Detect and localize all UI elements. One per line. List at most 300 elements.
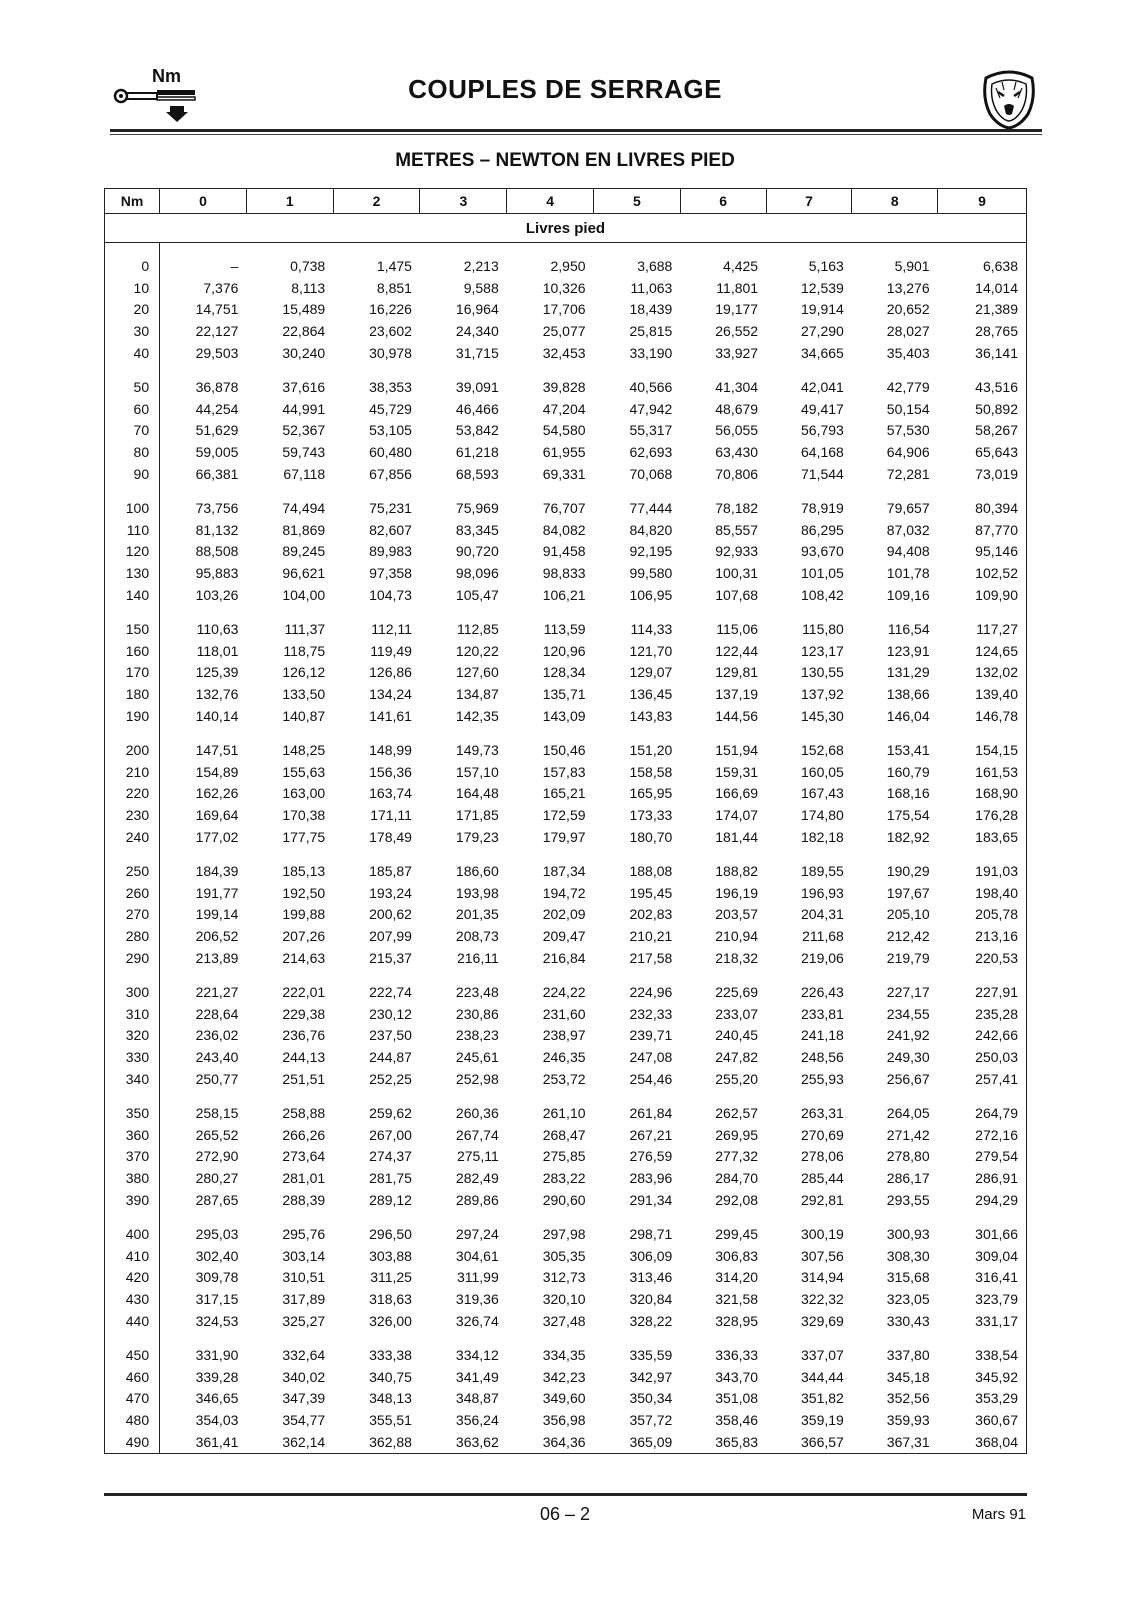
lbft-value-cell: 141,61 bbox=[369, 708, 412, 725]
lbft-value-cell: 12,539 bbox=[801, 279, 844, 296]
lbft-value-cell: 234,55 bbox=[886, 1005, 930, 1022]
lbft-value-cell: 36,878 bbox=[195, 378, 239, 395]
lbft-value-cell: 342,97 bbox=[629, 1368, 673, 1385]
lbft-value-cell: 338,54 bbox=[938, 1344, 1027, 1366]
lbft-value-cell: 199,88 bbox=[282, 906, 326, 923]
lbft-value-cell: 81,132 bbox=[195, 521, 239, 538]
lbft-value-cell: 20,652 bbox=[886, 301, 930, 318]
lbft-value-cell: 210,94 bbox=[715, 928, 759, 945]
table-row bbox=[105, 376, 1027, 398]
lbft-value-cell: 346,65 bbox=[195, 1390, 239, 1407]
nm-value-cell: 290 bbox=[105, 947, 160, 969]
lbft-value-cell: 9,588 bbox=[463, 279, 499, 296]
lbft-value-cell: 172,59 bbox=[542, 807, 586, 824]
group-spacer bbox=[105, 606, 1027, 618]
spacer-cell bbox=[105, 969, 160, 981]
lbft-value-cell: 348,13 bbox=[369, 1390, 412, 1407]
lbft-value-cell: 341,49 bbox=[455, 1368, 499, 1385]
lbft-value-cell: 106,21 bbox=[542, 587, 586, 604]
lbft-value-cell: 362,88 bbox=[333, 1431, 420, 1453]
nm-value-cell: 60 bbox=[105, 398, 160, 420]
lbft-value-cell: 71,544 bbox=[801, 466, 844, 483]
lbft-value-cell: 214,63 bbox=[282, 950, 326, 966]
lbft-value-cell: 171,11 bbox=[370, 807, 412, 824]
lbft-value-cell: 182,18 bbox=[801, 829, 844, 846]
table-row bbox=[105, 562, 1027, 584]
lbft-value-cell: 64,168 bbox=[801, 444, 844, 461]
lbft-value-cell: 239,71 bbox=[629, 1027, 673, 1044]
table-row bbox=[105, 925, 1027, 947]
spacer-cell bbox=[160, 1090, 1027, 1102]
lbft-value-cell: 224,96 bbox=[629, 983, 673, 1000]
table-row bbox=[105, 1124, 1027, 1146]
nm-value-cell: 160 bbox=[105, 640, 160, 662]
lbft-value-cell: 212,42 bbox=[886, 928, 930, 945]
lbft-value-cell: 153,41 bbox=[886, 741, 930, 758]
lbft-value-cell: 53,842 bbox=[455, 422, 499, 439]
column-header: 1 bbox=[246, 189, 333, 214]
lbft-value-cell: 42,779 bbox=[886, 378, 930, 395]
lbft-value-cell: 243,40 bbox=[195, 1049, 239, 1066]
lbft-value-cell: 269,95 bbox=[715, 1126, 759, 1143]
lbft-value-cell: 107,68 bbox=[715, 587, 759, 604]
nm-value-cell: 80 bbox=[105, 441, 160, 463]
column-header: 2 bbox=[333, 189, 420, 214]
lbft-value-cell: 223,48 bbox=[455, 983, 499, 1000]
lbft-value-cell: 268,47 bbox=[542, 1126, 586, 1143]
lbft-value-cell: 154,89 bbox=[195, 763, 239, 780]
table-row bbox=[105, 1288, 1027, 1310]
table-row bbox=[105, 1189, 1027, 1211]
lbft-value-cell: 296,50 bbox=[369, 1225, 412, 1242]
lbft-value-cell: 111,37 bbox=[284, 620, 326, 637]
lbft-value-cell: 147,51 bbox=[195, 741, 239, 758]
nm-value-cell: 380 bbox=[105, 1167, 160, 1189]
lbft-value-cell: 205,10 bbox=[886, 906, 930, 923]
lbft-value-cell: 198,40 bbox=[938, 882, 1027, 904]
lbft-value-cell: 301,66 bbox=[938, 1223, 1027, 1245]
table-row bbox=[105, 1409, 1027, 1431]
lbft-value-cell: – bbox=[230, 257, 239, 274]
spacer-cell bbox=[160, 485, 1027, 497]
nm-value-cell: 180 bbox=[105, 683, 160, 705]
lbft-value-cell: 236,76 bbox=[282, 1027, 326, 1044]
column-header: 6 bbox=[680, 189, 766, 214]
lbft-value-cell: 368,04 bbox=[938, 1431, 1027, 1453]
lbft-value-cell: 50,154 bbox=[886, 400, 930, 417]
lbft-value-cell: 54,580 bbox=[542, 422, 586, 439]
lbft-value-cell: 112,11 bbox=[371, 620, 412, 637]
lbft-value-cell: 84,082 bbox=[542, 521, 586, 538]
nm-value-cell: 40 bbox=[105, 342, 160, 364]
lbft-value-cell: 35,403 bbox=[886, 345, 930, 362]
lbft-value-cell: 132,02 bbox=[938, 662, 1027, 684]
table-row bbox=[105, 783, 1027, 805]
spacer-cell bbox=[105, 485, 160, 497]
nm-value-cell: 220 bbox=[105, 783, 160, 805]
lbft-value-cell: 8,113 bbox=[291, 279, 326, 296]
lbft-value-cell: 354,77 bbox=[282, 1412, 326, 1429]
lbft-value-cell: 104,00 bbox=[282, 587, 326, 604]
column-header: 4 bbox=[507, 189, 594, 214]
lbft-value-cell: 155,63 bbox=[282, 763, 326, 780]
nm-value-cell: 300 bbox=[105, 981, 160, 1003]
lbft-value-cell: 238,97 bbox=[542, 1027, 586, 1044]
lbft-value-cell: 27,290 bbox=[801, 323, 844, 340]
lbft-value-cell: 56,793 bbox=[801, 422, 844, 439]
lbft-value-cell: 156,36 bbox=[369, 763, 412, 780]
lbft-value-cell: 66,381 bbox=[195, 466, 239, 483]
lbft-value-cell: 184,39 bbox=[195, 862, 239, 879]
table-row bbox=[105, 1431, 1027, 1453]
lbft-value-cell: 85,557 bbox=[715, 521, 759, 538]
lbft-value-cell: 30,240 bbox=[282, 345, 326, 362]
lbft-value-cell: 18,439 bbox=[629, 301, 673, 318]
lbft-value-cell: 67,856 bbox=[369, 466, 412, 483]
lbft-value-cell: 350,34 bbox=[629, 1390, 673, 1407]
lbft-value-cell: 277,32 bbox=[715, 1148, 759, 1165]
lbft-value-cell: 208,73 bbox=[455, 928, 499, 945]
lbft-value-cell: 361,41 bbox=[160, 1431, 247, 1453]
lbft-value-cell: 308,30 bbox=[886, 1247, 930, 1264]
lbft-value-cell: 320,84 bbox=[629, 1291, 673, 1308]
lbft-value-cell: 241,92 bbox=[886, 1027, 930, 1044]
lbft-value-cell: 292,08 bbox=[715, 1191, 759, 1208]
lbft-value-cell: 344,44 bbox=[801, 1368, 844, 1385]
lbft-value-cell: 92,195 bbox=[629, 543, 673, 560]
lbft-value-cell: 356,24 bbox=[455, 1412, 499, 1429]
nm-value-cell: 310 bbox=[105, 1003, 160, 1025]
lbft-value-cell: 58,267 bbox=[938, 420, 1027, 442]
lbft-value-cell: 191,03 bbox=[938, 860, 1027, 882]
lbft-value-cell: 275,85 bbox=[542, 1148, 586, 1165]
lbft-value-cell: 11,801 bbox=[716, 279, 759, 296]
lbft-value-cell: 257,41 bbox=[938, 1068, 1027, 1090]
lbft-value-cell: 30,978 bbox=[369, 345, 412, 362]
lbft-value-cell: 165,95 bbox=[629, 785, 673, 802]
lbft-value-cell: 334,35 bbox=[542, 1346, 586, 1363]
lbft-value-cell: 112,85 bbox=[456, 620, 499, 637]
lbft-value-cell: 17,706 bbox=[542, 301, 586, 318]
nm-value-cell: 360 bbox=[105, 1124, 160, 1146]
lbft-value-cell: 279,54 bbox=[938, 1145, 1027, 1167]
lbft-value-cell: 351,82 bbox=[801, 1390, 844, 1407]
lbft-value-cell: 31,715 bbox=[455, 345, 499, 362]
lbft-value-cell: 216,84 bbox=[542, 950, 586, 966]
lbft-value-cell: 316,41 bbox=[938, 1266, 1027, 1288]
lbft-value-cell: 359,93 bbox=[886, 1412, 930, 1429]
lbft-value-cell: 365,09 bbox=[594, 1431, 681, 1453]
lbft-value-cell: 37,616 bbox=[282, 378, 326, 395]
lbft-value-cell: 39,091 bbox=[455, 378, 499, 395]
torque-conversion-table bbox=[104, 188, 1027, 1454]
lbft-value-cell: 124,65 bbox=[938, 640, 1027, 662]
lbft-value-cell: 145,30 bbox=[801, 708, 844, 725]
lbft-value-cell: 34,665 bbox=[801, 345, 844, 362]
lbft-value-cell: 29,503 bbox=[195, 345, 239, 362]
lbft-value-cell: 157,10 bbox=[455, 763, 499, 780]
lbft-value-cell: 228,64 bbox=[195, 1005, 239, 1022]
lbft-value-cell: 140,87 bbox=[282, 708, 326, 725]
lbft-value-cell: 309,04 bbox=[938, 1245, 1027, 1267]
lbft-value-cell: 138,66 bbox=[886, 686, 930, 703]
lbft-value-cell: 5,163 bbox=[808, 257, 844, 274]
table-row bbox=[105, 342, 1027, 364]
lbft-value-cell: 315,68 bbox=[886, 1269, 930, 1286]
lbft-value-cell: 115,80 bbox=[802, 620, 844, 637]
lbft-value-cell: 181,44 bbox=[715, 829, 759, 846]
lbft-value-cell: 291,34 bbox=[629, 1191, 673, 1208]
lbft-value-cell: 174,07 bbox=[715, 807, 759, 824]
lbft-value-cell: 297,24 bbox=[455, 1225, 499, 1242]
lbft-value-cell: 149,73 bbox=[455, 741, 499, 758]
lbft-value-cell: 59,005 bbox=[195, 444, 239, 461]
lbft-value-cell: 1,475 bbox=[376, 257, 412, 274]
lbft-value-cell: 256,67 bbox=[886, 1070, 930, 1087]
lbft-value-cell: 95,146 bbox=[938, 541, 1027, 563]
lbft-value-cell: 183,65 bbox=[938, 826, 1027, 848]
table-row bbox=[105, 463, 1027, 485]
column-header: 0 bbox=[160, 189, 247, 214]
lbft-value-cell: 5,901 bbox=[894, 257, 930, 274]
lbft-value-cell: 272,90 bbox=[195, 1148, 239, 1165]
lbft-value-cell: 2,213 bbox=[463, 257, 499, 274]
table-row bbox=[105, 761, 1027, 783]
lbft-value-cell: 264,05 bbox=[886, 1104, 930, 1121]
spacer-cell bbox=[105, 1332, 160, 1344]
lbft-value-cell: 255,93 bbox=[801, 1070, 844, 1087]
lbft-value-cell: 53,105 bbox=[369, 422, 412, 439]
lbft-value-cell: 335,59 bbox=[629, 1346, 673, 1363]
lbft-value-cell: 265,52 bbox=[195, 1126, 239, 1143]
lbft-value-cell: 177,75 bbox=[282, 829, 326, 846]
lbft-value-cell: 146,04 bbox=[886, 708, 930, 725]
lbft-value-cell: 21,389 bbox=[938, 299, 1027, 321]
lbft-value-cell: 68,593 bbox=[455, 466, 499, 483]
group-spacer bbox=[105, 1090, 1027, 1102]
lbft-value-cell: 14,014 bbox=[938, 277, 1027, 299]
nm-value-cell: 370 bbox=[105, 1145, 160, 1167]
lbft-value-cell: 91,458 bbox=[542, 543, 586, 560]
lbft-value-cell: 65,643 bbox=[938, 441, 1027, 463]
lbft-value-cell: 328,95 bbox=[715, 1312, 759, 1329]
lbft-value-cell: 39,828 bbox=[542, 378, 586, 395]
lbft-value-cell: 304,61 bbox=[455, 1247, 499, 1264]
lbft-value-cell: 311,25 bbox=[370, 1269, 412, 1286]
lbft-value-cell: 73,019 bbox=[938, 463, 1027, 485]
lbft-value-cell: 205,78 bbox=[938, 904, 1027, 926]
nm-value-cell: 330 bbox=[105, 1046, 160, 1068]
lbft-value-cell: 115,06 bbox=[716, 620, 759, 637]
lbft-value-cell: 45,729 bbox=[369, 400, 412, 417]
lbft-value-cell: 76,707 bbox=[542, 499, 586, 516]
lbft-value-cell: 67,118 bbox=[283, 466, 326, 483]
lbft-value-cell: 278,80 bbox=[886, 1148, 930, 1165]
table-row bbox=[105, 519, 1027, 541]
table-row bbox=[105, 1245, 1027, 1267]
lbft-value-cell: 297,98 bbox=[542, 1225, 586, 1242]
lbft-value-cell: 164,48 bbox=[455, 785, 499, 802]
table-row bbox=[105, 705, 1027, 727]
lbft-value-cell: 258,15 bbox=[195, 1104, 239, 1121]
lbft-value-cell: 154,15 bbox=[938, 739, 1027, 761]
lbft-value-cell: 75,231 bbox=[369, 499, 412, 516]
spacer-cell bbox=[105, 606, 160, 618]
lbft-value-cell: 278,06 bbox=[801, 1148, 844, 1165]
lbft-value-cell: 201,35 bbox=[455, 906, 499, 923]
nm-value-cell: 460 bbox=[105, 1366, 160, 1388]
lbft-value-cell: 87,770 bbox=[938, 519, 1027, 541]
nm-value-cell: 490 bbox=[105, 1431, 160, 1453]
lbft-value-cell: 253,72 bbox=[542, 1070, 586, 1087]
lbft-value-cell: 320,10 bbox=[542, 1291, 586, 1308]
lbft-value-cell: 324,53 bbox=[195, 1312, 239, 1329]
lbft-value-cell: 207,99 bbox=[369, 928, 412, 945]
lbft-value-cell: 75,969 bbox=[455, 499, 499, 516]
lbft-value-cell: 109,16 bbox=[886, 587, 930, 604]
lbft-value-cell: 306,09 bbox=[629, 1247, 673, 1264]
group-spacer bbox=[105, 364, 1027, 376]
lbft-value-cell: 33,927 bbox=[715, 345, 759, 362]
lbft-value-cell: 78,182 bbox=[715, 499, 759, 516]
nm-value-cell: 110 bbox=[105, 519, 160, 541]
lbft-value-cell: 15,489 bbox=[282, 301, 326, 318]
nm-value-cell: 410 bbox=[105, 1245, 160, 1267]
lbft-value-cell: 295,03 bbox=[195, 1225, 239, 1242]
lbft-value-cell: 267,21 bbox=[629, 1126, 673, 1143]
table-row bbox=[105, 662, 1027, 684]
nm-value-cell: 440 bbox=[105, 1310, 160, 1332]
nm-value-cell: 430 bbox=[105, 1288, 160, 1310]
lbft-value-cell: 152,68 bbox=[801, 741, 844, 758]
lbft-value-cell: 79,657 bbox=[886, 499, 930, 516]
lbft-value-cell: 121,70 bbox=[629, 642, 673, 659]
lbft-value-cell: 143,09 bbox=[542, 708, 586, 725]
table-row bbox=[105, 398, 1027, 420]
table-row bbox=[105, 1102, 1027, 1124]
nm-value-cell: 70 bbox=[105, 420, 160, 442]
lbft-value-cell: 116,54 bbox=[887, 620, 930, 637]
table-row bbox=[105, 584, 1027, 606]
lbft-value-cell: 217,58 bbox=[629, 950, 673, 966]
lbft-value-cell: 59,743 bbox=[282, 444, 326, 461]
lbft-value-cell: 24,340 bbox=[455, 323, 499, 340]
lbft-value-cell: 283,96 bbox=[629, 1170, 673, 1187]
lbft-value-cell: 118,01 bbox=[196, 642, 239, 659]
lbft-value-cell: 281,01 bbox=[282, 1170, 326, 1187]
lbft-value-cell: 337,80 bbox=[886, 1346, 930, 1363]
lbft-value-cell: 334,12 bbox=[455, 1346, 499, 1363]
lbft-value-cell: 215,37 bbox=[369, 950, 412, 966]
lbft-value-cell: 261,84 bbox=[629, 1104, 673, 1121]
lbft-value-cell: 6,638 bbox=[938, 255, 1027, 277]
lbft-value-cell: 96,621 bbox=[282, 565, 326, 582]
lbft-value-cell: 340,02 bbox=[282, 1368, 326, 1385]
nm-value-cell: 100 bbox=[105, 497, 160, 519]
lbft-value-cell: 203,57 bbox=[715, 906, 759, 923]
lbft-value-cell: 171,85 bbox=[455, 807, 499, 824]
table-row bbox=[105, 497, 1027, 519]
lbft-value-cell: 340,75 bbox=[369, 1368, 412, 1385]
lbft-value-cell: 322,32 bbox=[801, 1291, 844, 1308]
lbft-value-cell: 52,367 bbox=[282, 422, 326, 439]
lbft-value-cell: 157,83 bbox=[542, 763, 586, 780]
table-row bbox=[105, 1223, 1027, 1245]
table-title: METRES – NEWTON EN LIVRES PIED bbox=[395, 150, 735, 171]
lbft-value-cell: 233,81 bbox=[801, 1005, 844, 1022]
lbft-value-cell: 137,19 bbox=[715, 686, 759, 703]
table-row bbox=[105, 826, 1027, 848]
lbft-value-cell: 193,98 bbox=[455, 884, 499, 901]
table-row bbox=[105, 981, 1027, 1003]
nm-value-cell: 190 bbox=[105, 705, 160, 727]
lbft-value-cell: 185,87 bbox=[369, 862, 412, 879]
lbft-value-cell: 218,32 bbox=[715, 950, 759, 966]
table-row bbox=[105, 1145, 1027, 1167]
lbft-value-cell: 199,14 bbox=[195, 906, 239, 923]
group-spacer bbox=[105, 243, 1027, 256]
nm-value-cell: 30 bbox=[105, 320, 160, 342]
lbft-value-cell: 202,83 bbox=[629, 906, 673, 923]
lbft-value-cell: 283,22 bbox=[542, 1170, 586, 1187]
lbft-value-cell: 49,417 bbox=[801, 400, 844, 417]
lbft-value-cell: 318,63 bbox=[369, 1291, 412, 1308]
unit-row bbox=[105, 214, 1027, 243]
lbft-value-cell: 193,24 bbox=[369, 884, 412, 901]
lbft-value-cell: 125,39 bbox=[195, 664, 239, 681]
column-header: 9 bbox=[938, 189, 1027, 214]
lbft-value-cell: 131,29 bbox=[886, 664, 930, 681]
lbft-value-cell: 50,892 bbox=[938, 398, 1027, 420]
table-row bbox=[105, 882, 1027, 904]
lbft-value-cell: 182,92 bbox=[886, 829, 930, 846]
lbft-value-cell: 313,46 bbox=[629, 1269, 673, 1286]
table-row bbox=[105, 277, 1027, 299]
lbft-value-cell: 232,33 bbox=[629, 1005, 673, 1022]
lbft-value-cell: 40,566 bbox=[629, 378, 673, 395]
column-header: 3 bbox=[420, 189, 507, 214]
lbft-value-cell: 22,127 bbox=[195, 323, 239, 340]
lbft-value-cell: 196,19 bbox=[715, 884, 759, 901]
lbft-value-cell: 328,22 bbox=[629, 1312, 673, 1329]
lbft-value-cell: 32,453 bbox=[542, 345, 586, 362]
lbft-value-cell: 173,33 bbox=[629, 807, 673, 824]
lbft-value-cell: 22,864 bbox=[282, 323, 326, 340]
table-row bbox=[105, 640, 1027, 662]
lbft-value-cell: 251,51 bbox=[282, 1070, 326, 1087]
lbft-value-cell: 224,22 bbox=[542, 983, 586, 1000]
lbft-value-cell: 187,34 bbox=[542, 862, 586, 879]
lbft-value-cell: 188,08 bbox=[629, 862, 673, 879]
lbft-value-cell: 150,46 bbox=[542, 741, 586, 758]
spacer-cell bbox=[160, 606, 1027, 618]
table-row bbox=[105, 1167, 1027, 1189]
lbft-value-cell: 159,31 bbox=[715, 763, 759, 780]
lbft-value-cell: 230,86 bbox=[455, 1005, 499, 1022]
lbft-value-cell: 246,35 bbox=[542, 1049, 586, 1066]
lbft-value-cell: 179,23 bbox=[455, 829, 499, 846]
lbft-value-cell: 118,75 bbox=[283, 642, 326, 659]
lbft-value-cell: 264,79 bbox=[938, 1102, 1027, 1124]
lbft-value-cell: 191,77 bbox=[195, 884, 239, 901]
lbft-value-cell: 247,82 bbox=[715, 1049, 759, 1066]
lbft-value-cell: 119,49 bbox=[370, 642, 412, 659]
lbft-value-cell: 69,331 bbox=[542, 466, 586, 483]
lbft-value-cell: 292,81 bbox=[801, 1191, 844, 1208]
lbft-value-cell: 260,36 bbox=[455, 1104, 499, 1121]
lbft-value-cell: 143,83 bbox=[629, 708, 673, 725]
revision-date: Mars 91 bbox=[971, 1506, 1026, 1523]
